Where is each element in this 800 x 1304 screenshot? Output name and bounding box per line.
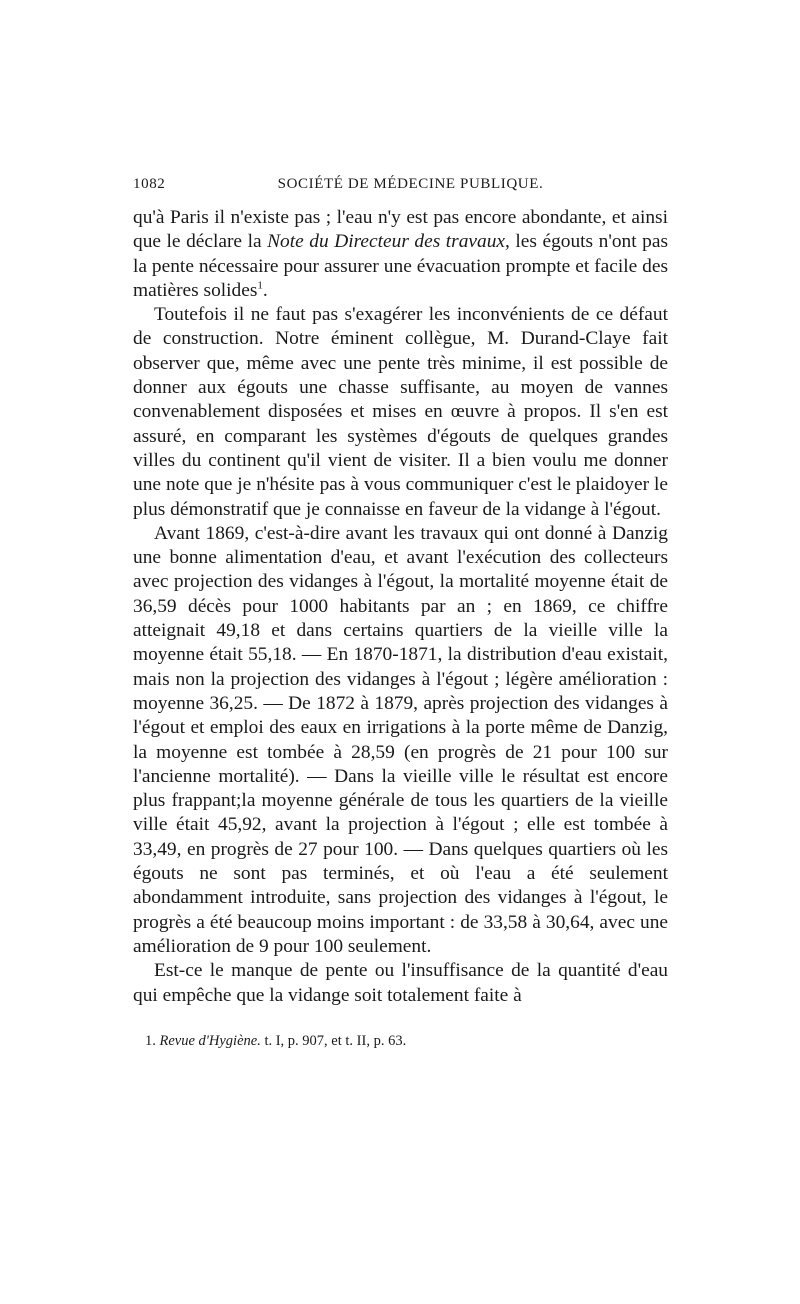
paragraph-1-text-b: , les égouts n'ont pas la pente nécessaire pour assurer une évacuation prompte et facile des matières solides [133,231,668,301]
paragraph-3: Avant 1869, c'est-à-dire avant les travaux qui ont donné à Danzig une bonne alimentation d'eau, et avant l'exécution des collecteurs avec projection des vidanges à l'égout, la mortalité moyenne était de 36,59 décès pour 1000 habitants par an ; en 1869, ce chiffre atteignait 49,18 et dans certains quartiers de la vieille ville la moyenne était 55,18. — En 1870-1871, la distribution d'eau existait, mais non la projection des vidanges à l'égout ; légère amélioration : moyenne 36,25. — De 1872 à 1879, après projection des vidanges à l'égout et emploi des eaux en irrigations à la porte même de Danzig, la moyenne est tombée à 28,59 (en progrès de 21 pour 100 sur l'ancienne mortalité). — Dans la vieille ville le résultat est encore plus frappant;la moyenne générale de tous les quartiers de la vieille ville était 45,92, avant la projection à l'égout ; elle est tombée à 33,49, en progrès de 27 pour 100. — Dans quelques quartiers où les égouts ne sont pas terminés, et où l'eau a été seulement abondamment introduite, sans projection des vidanges à l'égout, le progrès a été beaucoup moins important : de 33,58 à 30,64, avec une amélioration de 9 pour 100 seulement. [133,522,668,957]
paragraph-4: Est-ce le manque de pente ou l'insuffisance de la quantité d'eau qui empêche que la vidange soit totalement faite à [133,960,668,1006]
body-text [133,206,668,1008]
page-number: 1082 [133,176,166,192]
footnote-detail: t. I, p. 907, et t. II, p. 63. [264,1032,407,1049]
paragraph-1-text-c: . [262,279,268,301]
footnote-number: 1. [145,1032,156,1049]
paragraph-1 [133,206,668,303]
paragraph-2: Toutefois il ne faut pas s'exagérer les inconvénients de ce défaut de construction. Notre éminent collègue, M. Durand-Claye fait observer que, même avec une pente très minime, il est possible de donner aux égouts une chasse suffisante, au moyen de vannes convenablement disposées et mises en œuvre à propos. Il s'en est assuré, en comparant les systèmes d'égouts de quelques grandes villes du continent qu'il vient de visiter. Il a bien voulu me donner une note que je n'hésite pas à vous communiquer c'est le plaidoyer le plus démonstratif que je connaisse en faveur de la vidange à l'égout. [133,304,668,520]
footnote [133,1032,668,1050]
footnote-source: Revue d'Hygiène. [159,1032,261,1049]
header-title: SOCIÉTÉ DE MÉDECINE PUBLIQUE. [277,176,544,192]
paragraph-1-text-a: qu'à Paris il n'existe pas ; l'eau n'y est pas encore abondante, et ainsi que le déclare la [133,207,668,253]
page [133,176,668,1050]
note-title-emphasis: Note du Directeur des travaux [267,231,506,253]
running-head [133,176,668,200]
footnote-reference[interactable]: 1 [257,279,263,292]
